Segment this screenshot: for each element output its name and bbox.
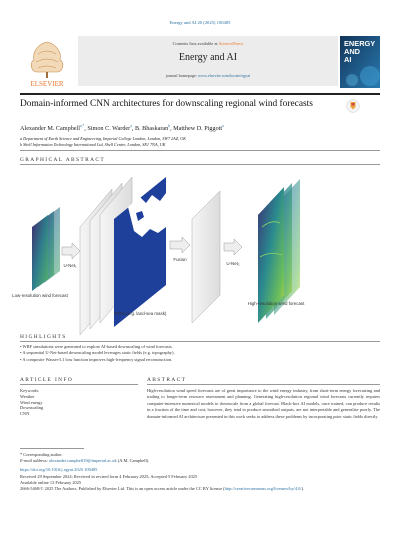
email-line	[20, 458, 380, 464]
masthead	[20, 36, 380, 90]
email-link[interactable]: alexander.campbell19@imperial.ac.uk	[49, 457, 117, 463]
highlight-item: • WRF simulations were generated to explore AI-based downscaling of wind forecasts.	[20, 344, 173, 349]
journal-header-band	[78, 36, 338, 86]
label-fusion: Fusion	[173, 257, 187, 262]
copyright-text: 2666-5468/© 2025 The Authors. Published by Elsevier Ltd. This is an open access article under the CC BY license (	[20, 486, 225, 491]
highlight-item: • A sequential U-Net-based downscaling model leverages static fields (e.g. topography).	[20, 350, 175, 356]
author-affiliation-marker: b	[168, 124, 171, 128]
abstract-rule	[147, 384, 380, 385]
received-dates: Received 29 September 2024; Received in revised form 4 February 2025; Accepted 5 February 2025	[20, 474, 198, 479]
article-info-heading: ARTICLE INFO	[20, 377, 74, 383]
copyright-line	[20, 486, 380, 492]
fusion-block	[192, 191, 220, 323]
highlight-item: • A composite Wasser-L1 loss function improves high-frequency signal reconstruction.	[20, 356, 173, 362]
keywords-list	[20, 394, 130, 416]
author-name[interactable]: Alexander M. Campbell	[20, 125, 80, 133]
keyword: Weather	[20, 394, 35, 399]
homepage-line	[78, 73, 338, 78]
highlights-rule	[20, 341, 380, 342]
homepage-prefix: journal homepage:	[165, 73, 197, 78]
homepage-link[interactable]: www.elsevier.com/locate/egyai	[198, 73, 251, 78]
author-affiliation-marker: a	[222, 124, 224, 128]
affiliation-b: b Shell Information Technology International Ltd, Shell Centre, London, SE1 7NA, UK	[20, 141, 166, 147]
keyword: Wind energy	[20, 399, 43, 405]
label-input: Low-resolution wind forecast	[12, 293, 68, 298]
available-online: Available online 13 February 2025	[20, 480, 82, 485]
license-link[interactable]: http://creativecommons.org/licenses/by/4.0/	[224, 486, 302, 491]
label-unet2: U-Net₂	[226, 261, 240, 266]
highlights-list	[20, 344, 380, 363]
author-name[interactable]: Simon C. Warder	[87, 125, 131, 133]
label-unet1: U-Net₁	[63, 263, 77, 268]
cover-title-line2: AND	[344, 47, 361, 56]
arrow-icon	[170, 237, 190, 253]
abstract-heading: ABSTRACT	[147, 377, 187, 383]
arrow-icon	[224, 239, 242, 255]
header-rule	[20, 93, 380, 95]
contents-line	[78, 41, 338, 46]
affiliation-a: a Department of Earth Science and Engineering, Imperial College London, London, SW7 2AZ, UK	[20, 136, 186, 141]
label-output: High-resolution wind forecast	[247, 301, 305, 306]
doi-link[interactable]: https://doi.org/10.1016/j.egyai.2025.100485	[20, 467, 98, 472]
author-name[interactable]: Matthew D. Piggott	[173, 125, 223, 133]
journal-title: Energy and AI	[178, 52, 238, 63]
highlights-heading: HIGHLIGHTS	[20, 334, 67, 340]
crossmark-icon[interactable]	[346, 99, 360, 113]
elsevier-logo[interactable]	[20, 36, 74, 90]
author-list: Alexander M. Campbell$^{a,*}$, Simon C. Warder$^a$, B. Bhaskaran$^b$, Matthew D. Piggott$^a$	[20, 124, 224, 133]
graphical-abstract-figure[interactable]	[12, 167, 380, 329]
keywords-label: Keywords:	[20, 388, 40, 393]
arrow-icon	[62, 243, 80, 259]
article-info-rule	[20, 384, 138, 385]
corresponding-author-note: * Corresponding author.	[20, 452, 63, 457]
abstract-text: High-resolution wind speed forecasts are of great importance to the wind energy industry, from short-term energy forecasting and trading to longer-term resource assessment and planning. Generating high-resolution regional wind forecasts currently requires computer-intensive numerical models to downscale from a global forecast. Black-box AI models, once trained, can produce results in a fraction of the time and cost; however, they tend to produce smoothed outputs, are not interpretable and generalise poorly. The domain-informed AI architecture presented in this work seeks to address these problems by incorporating prior static fields directly	[147, 388, 380, 419]
footnote-rule	[20, 448, 84, 449]
graphical-abstract-rule	[20, 164, 380, 165]
copyright-end: ).	[301, 486, 305, 491]
sciencedirect-link[interactable]: ScienceDirect	[218, 41, 244, 46]
cover-title-line3: AI	[344, 55, 352, 64]
input-forecast-stack	[32, 207, 60, 291]
journal-reference[interactable]: Energy and AI 20 (2025) 100485	[169, 20, 231, 25]
author-affiliation-marker: a	[130, 124, 132, 128]
cover-title-line1: ENERGY	[344, 39, 376, 48]
article-title: Domain-informed CNN architectures for downscaling regional wind forecasts	[20, 99, 313, 109]
journal-cover[interactable]	[340, 36, 380, 88]
publisher-name: ELSEVIER	[30, 80, 64, 88]
label-priors: Priors (e.g. land-sea mask)	[113, 311, 167, 316]
author-affiliation-marker: a,*	[79, 124, 85, 128]
keyword: CNN	[20, 410, 30, 416]
affiliation-rule	[20, 150, 380, 151]
email-suffix: (A.M. Campbell).	[117, 457, 150, 463]
keyword: Downscaling	[20, 405, 44, 411]
author-name[interactable]: B. Bhaskaran	[134, 125, 169, 133]
email-label: E-mail address:	[20, 457, 49, 463]
graphical-abstract-heading: GRAPHICAL ABSTRACT	[20, 157, 106, 163]
contents-prefix: Contents lists available at	[172, 41, 218, 46]
